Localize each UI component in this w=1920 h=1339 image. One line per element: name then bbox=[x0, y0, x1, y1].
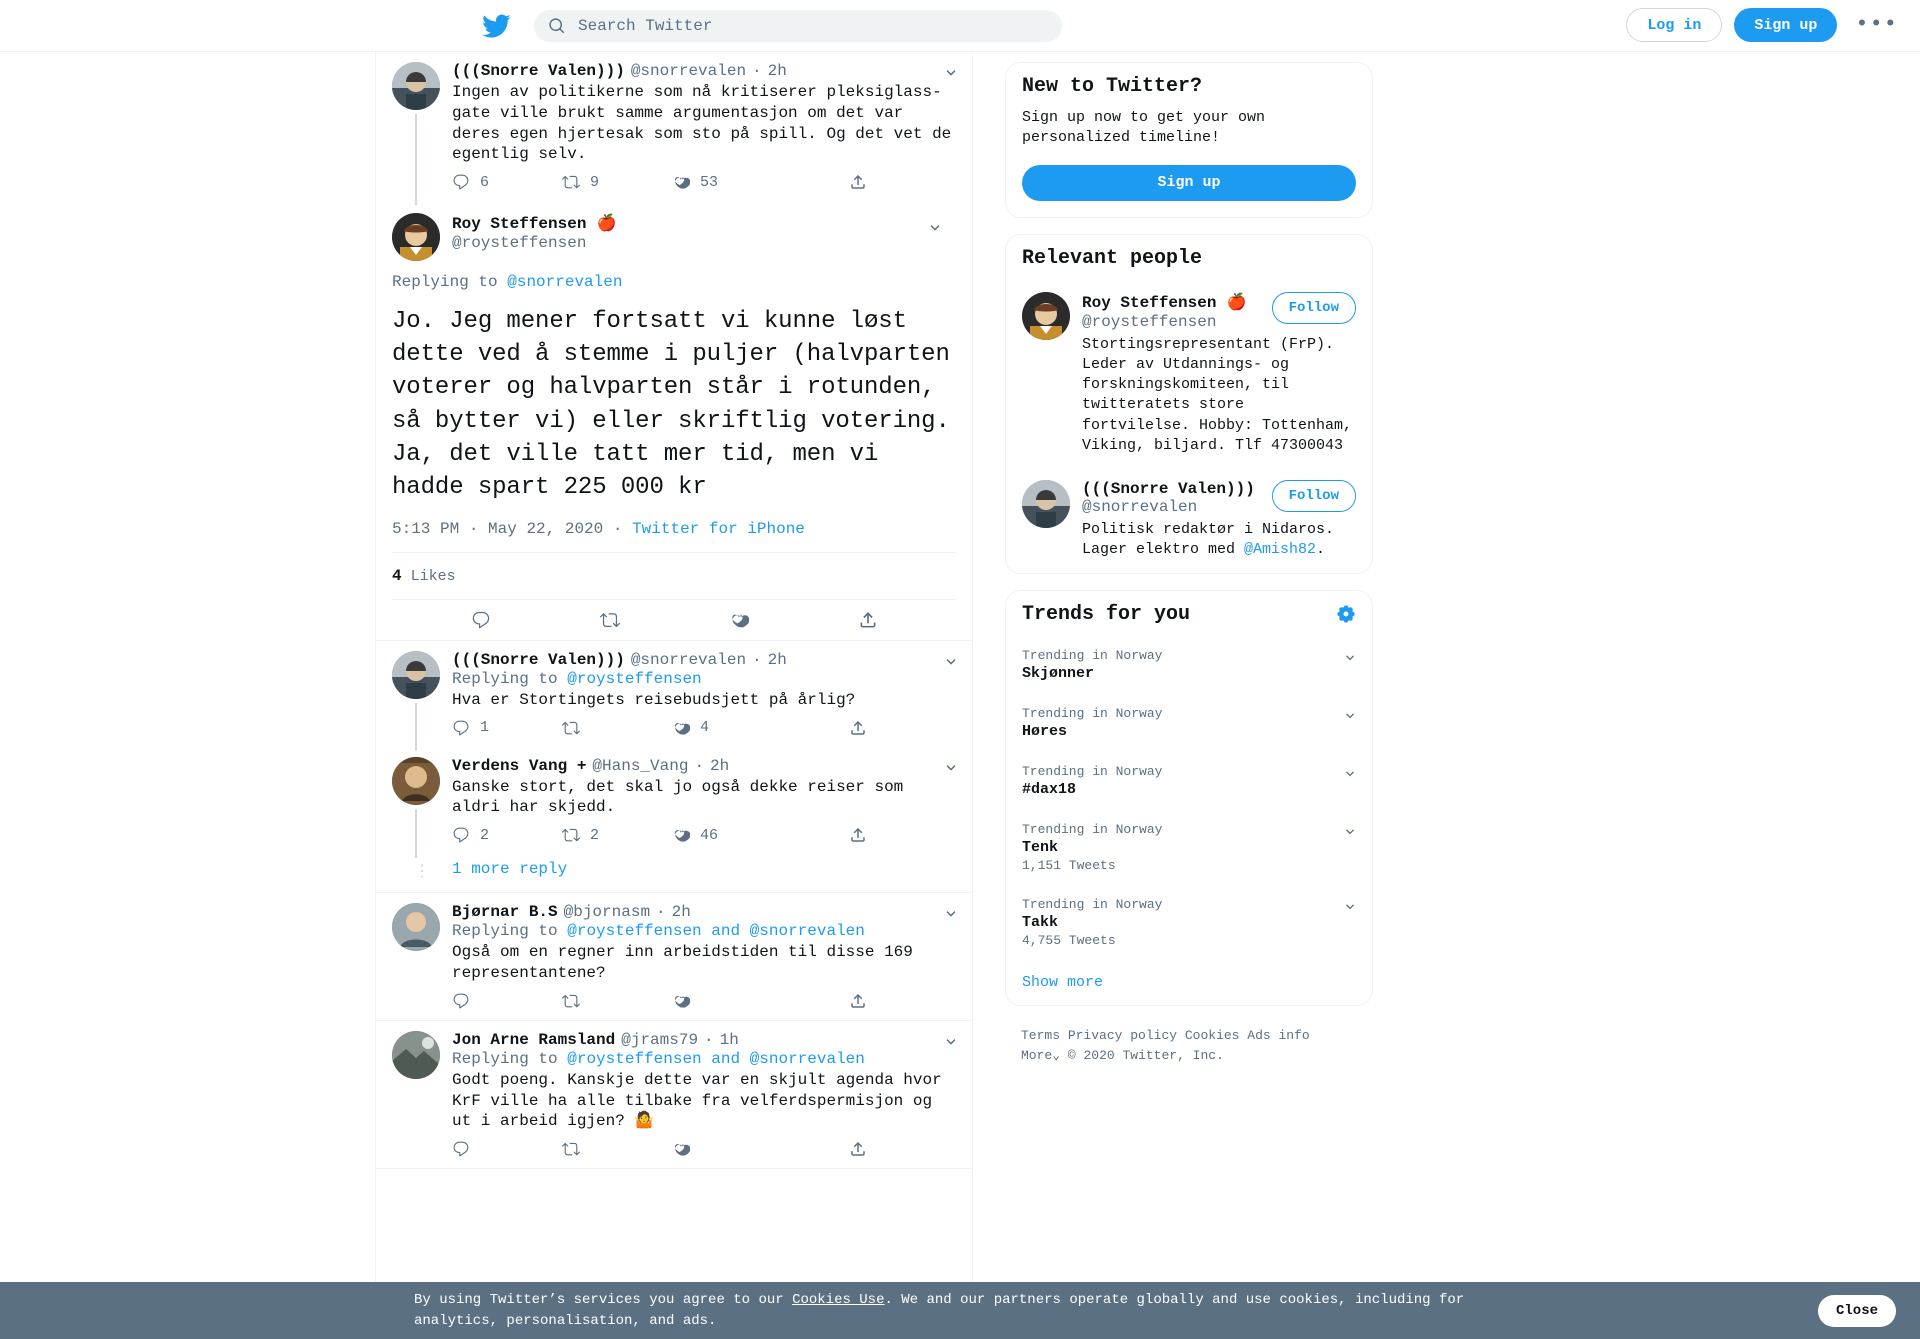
trend-name: #dax18 bbox=[1022, 780, 1077, 798]
search-input[interactable] bbox=[578, 17, 1048, 35]
person-handle: @snorrevalen bbox=[1082, 498, 1198, 516]
heart-icon bbox=[729, 610, 749, 630]
person-name-row bbox=[1082, 292, 1247, 313]
avatar[interactable] bbox=[392, 62, 440, 110]
avatar-container bbox=[392, 62, 452, 197]
tweet-menu-caret-icon[interactable] bbox=[942, 653, 960, 677]
avatar[interactable] bbox=[392, 213, 440, 261]
person-bio-text: Politisk redaktør i Nidaros. Lager elektro med bbox=[1082, 521, 1335, 559]
retweet-action[interactable] bbox=[562, 173, 672, 191]
search-icon bbox=[548, 17, 566, 35]
replying-to-prefix: Replying to bbox=[452, 1049, 558, 1068]
share-action[interactable] bbox=[858, 610, 878, 630]
replying-to-prefix: Replying to bbox=[452, 922, 558, 941]
twitter-bird-icon[interactable] bbox=[478, 8, 514, 44]
trends-header bbox=[1006, 591, 1372, 636]
footer-copyright: © 2020 Twitter, Inc. bbox=[1067, 1048, 1224, 1064]
chevron-down-icon[interactable] bbox=[1342, 708, 1358, 730]
tweet-body bbox=[452, 62, 961, 197]
trend-count: 4,755 Tweets bbox=[1022, 932, 1116, 948]
right-sidebar bbox=[973, 52, 1373, 1339]
share-icon bbox=[849, 992, 867, 1010]
signup-button[interactable]: Sign up bbox=[1734, 8, 1837, 42]
avatar[interactable] bbox=[392, 651, 440, 699]
like-action[interactable] bbox=[672, 826, 782, 844]
author-handle: @Hans_Vang bbox=[592, 756, 689, 775]
tweet-body bbox=[452, 757, 956, 851]
retweet-action[interactable] bbox=[562, 719, 672, 737]
trend-count: 1,151 Tweets bbox=[1022, 857, 1116, 873]
like-action[interactable] bbox=[672, 1140, 782, 1158]
new-to-twitter-title: New to Twitter? bbox=[1022, 75, 1203, 98]
heart-icon bbox=[672, 173, 690, 191]
share-icon bbox=[849, 173, 867, 191]
tweet-menu-caret-icon[interactable] bbox=[942, 759, 960, 783]
separator-dot: · bbox=[656, 903, 666, 922]
like-action[interactable] bbox=[729, 610, 749, 630]
reply-action[interactable] bbox=[452, 992, 562, 1010]
share-icon bbox=[849, 1140, 867, 1158]
feed-bottom-spacer bbox=[376, 1169, 972, 1279]
tweet-source[interactable]: Twitter for iPhone bbox=[632, 519, 805, 538]
author-name-emoji: 🍎 bbox=[596, 215, 617, 234]
reply-tweet[interactable] bbox=[376, 893, 972, 1021]
separator-dot: · bbox=[752, 650, 762, 669]
timestamp[interactable]: 2h bbox=[767, 62, 787, 80]
reply-icon bbox=[452, 719, 470, 737]
trend-name: Høres bbox=[1022, 722, 1068, 740]
person-identity bbox=[1082, 292, 1247, 331]
cookie-close-button[interactable]: Close bbox=[1818, 1295, 1896, 1327]
trend-item[interactable] bbox=[1006, 694, 1372, 752]
chevron-down-icon[interactable] bbox=[1342, 766, 1358, 788]
avatar[interactable] bbox=[1022, 480, 1070, 528]
retweet-count: 9 bbox=[590, 173, 600, 191]
retweet-icon bbox=[562, 173, 580, 191]
reply-action[interactable] bbox=[452, 719, 562, 737]
thread-dots-icon: ⋮ bbox=[414, 863, 430, 882]
tweet-actions bbox=[452, 1140, 877, 1158]
like-count: 46 bbox=[700, 826, 719, 844]
tweet-date: May 22, 2020 bbox=[488, 519, 604, 538]
person-name: (((Snorre Valen))) bbox=[1082, 480, 1255, 498]
meta-sep-1: · bbox=[468, 519, 489, 538]
tweet-text: Hva er Stortingets reisebudsjett på årlig? bbox=[452, 690, 856, 709]
show-more-trends[interactable]: Show more bbox=[1022, 973, 1104, 991]
retweet-action[interactable] bbox=[562, 826, 672, 844]
replying-to-handle[interactable]: @roysteffensen and @snorrevalen bbox=[567, 1049, 865, 1068]
trend-name: Skjønner bbox=[1022, 664, 1095, 682]
footer-more-row bbox=[1021, 1046, 1357, 1067]
replying-to-prefix: Replying to bbox=[392, 273, 498, 292]
focused-author bbox=[440, 213, 617, 261]
person-bio-tail: . bbox=[1316, 541, 1326, 559]
author-handle: @roysteffensen bbox=[452, 234, 587, 253]
tweet-actions bbox=[452, 992, 877, 1010]
focused-tweet-text: Jo. Jeg mener fortsatt vi kunne løst dette ved å stemme i puljer (halvparten voterer og halvparten står i rotunden, så bytter vi) eller skriftlig votering. Ja, det ville tatt mer tid, men vi hadde spart 225 000 kr bbox=[392, 308, 950, 501]
avatar[interactable] bbox=[392, 757, 440, 805]
new-to-twitter-text: Sign up now to get your own personalized timeline! bbox=[1022, 109, 1266, 147]
share-action[interactable] bbox=[849, 1140, 877, 1158]
reply-icon bbox=[471, 610, 491, 630]
avatar-container bbox=[392, 757, 452, 851]
like-count: 53 bbox=[700, 173, 719, 191]
person-body bbox=[1082, 292, 1356, 457]
tweet-author-row bbox=[452, 757, 952, 775]
tweet-menu-caret-icon[interactable] bbox=[942, 905, 960, 929]
replying-to-handle[interactable]: @snorrevalen bbox=[507, 273, 623, 292]
cookie-text-before: By using Twitter’s services you agree to our bbox=[414, 1292, 793, 1309]
heart-icon bbox=[672, 992, 690, 1010]
person-header bbox=[1082, 292, 1356, 331]
relevant-people-title: Relevant people bbox=[1022, 246, 1203, 270]
heart-icon bbox=[672, 1140, 690, 1158]
avatar[interactable] bbox=[392, 903, 440, 951]
separator-dot: · bbox=[704, 1030, 714, 1049]
heart-icon bbox=[672, 719, 690, 737]
replying-to-handle[interactable]: @roysteffensen bbox=[567, 669, 702, 688]
relevant-person[interactable] bbox=[1006, 280, 1372, 469]
author-name: Verdens Vang + bbox=[452, 756, 587, 775]
replying-to-prefix: Replying to bbox=[452, 669, 558, 688]
author-name: Roy Steffensen bbox=[452, 215, 587, 234]
share-action[interactable] bbox=[849, 173, 877, 191]
tweet-body bbox=[452, 1031, 956, 1164]
separator-dot: · bbox=[694, 756, 705, 775]
tweet-author-row bbox=[452, 1031, 952, 1049]
avatar-container bbox=[392, 651, 452, 743]
reply-action[interactable] bbox=[471, 610, 491, 630]
new-to-twitter-card bbox=[1005, 62, 1373, 218]
footer-more-caret-icon[interactable]: ⌄ bbox=[1052, 1048, 1061, 1064]
trend-item[interactable] bbox=[1006, 636, 1372, 694]
search-box[interactable] bbox=[534, 10, 1062, 42]
cookie-consent-banner bbox=[0, 1282, 1920, 1339]
tweet-author-row bbox=[452, 62, 952, 80]
person-bio-mention[interactable]: @Amish82 bbox=[1244, 541, 1317, 559]
trend-context: Trending in Norway bbox=[1022, 705, 1163, 721]
avatar-container bbox=[392, 1031, 452, 1164]
share-icon bbox=[849, 826, 867, 844]
conversation-column bbox=[375, 52, 973, 1339]
replying-to-line bbox=[452, 921, 952, 940]
thread-line bbox=[415, 809, 417, 859]
reply-count: 6 bbox=[480, 173, 490, 191]
likes-count: 4 bbox=[392, 566, 402, 585]
reply-count: 1 bbox=[480, 719, 490, 737]
reply-icon bbox=[452, 173, 470, 191]
like-action[interactable] bbox=[672, 173, 782, 191]
tweet-time: 5:13 PM bbox=[392, 519, 460, 538]
reply-action[interactable] bbox=[452, 173, 562, 191]
relevant-person[interactable] bbox=[1006, 468, 1372, 573]
footer-more-button[interactable]: More bbox=[1021, 1048, 1053, 1064]
focused-tweet-meta bbox=[392, 504, 956, 552]
author-handle: @jrams79 bbox=[621, 1030, 699, 1049]
reply-icon bbox=[452, 826, 470, 844]
top-nav-actions bbox=[1626, 8, 1904, 42]
reply-tweet[interactable] bbox=[376, 747, 972, 855]
chevron-down-icon[interactable] bbox=[1342, 650, 1358, 672]
author-name: Jon Arne Ramsland bbox=[452, 1030, 616, 1049]
login-button[interactable]: Log in bbox=[1626, 8, 1722, 42]
likes-label: Likes bbox=[410, 567, 456, 585]
retweet-count: 2 bbox=[590, 826, 600, 844]
top-navigation-bar bbox=[0, 0, 1920, 52]
person-name: Roy Steffensen bbox=[1082, 293, 1217, 312]
share-action[interactable] bbox=[849, 992, 877, 1010]
tweet-text: Godt poeng. Kanskje dette var en skjult agenda hvor KrF ville ha alle tilbake fra velferdspermisjon og ut i arbeid igjen? 🤷 bbox=[452, 1070, 952, 1131]
person-bio: Stortingsrepresentant (FrP). Leder av Utdannings- og forskningskomiteen, til twitteratets store fortvilelse. Hobby: Tottenham, Viking, biljard. Tlf 47300043 bbox=[1082, 335, 1353, 454]
like-action[interactable] bbox=[672, 719, 782, 737]
avatar-container bbox=[392, 903, 452, 1016]
retweet-action[interactable] bbox=[562, 1140, 672, 1158]
author-handle: @snorrevalen bbox=[630, 650, 747, 669]
more-options-icon[interactable]: ••• bbox=[1855, 12, 1898, 37]
relevant-people-card bbox=[1005, 234, 1373, 574]
cookie-banner-text bbox=[414, 1290, 1514, 1331]
tweet-menu-caret-icon[interactable] bbox=[926, 219, 944, 243]
person-body bbox=[1082, 480, 1356, 561]
tweet-actions bbox=[452, 173, 877, 191]
share-icon bbox=[849, 719, 867, 737]
separator-dot: · bbox=[752, 62, 762, 80]
focused-tweet-actions bbox=[392, 599, 956, 640]
author-handle: @snorrevalen bbox=[630, 62, 747, 80]
like-action[interactable] bbox=[672, 992, 782, 1010]
author-name: (((Snorre Valen))) bbox=[452, 650, 625, 669]
more-replies-row[interactable] bbox=[376, 854, 972, 893]
person-identity bbox=[1082, 480, 1255, 516]
author-name: (((Snorre Valen))) bbox=[452, 62, 625, 80]
tweet-author-row bbox=[452, 651, 952, 669]
more-replies-link[interactable]: 1 more reply bbox=[452, 860, 568, 879]
trend-name: Tenk bbox=[1022, 838, 1059, 856]
replying-to-handle[interactable]: @roysteffensen and @snorrevalen bbox=[567, 922, 865, 941]
focused-tweet bbox=[376, 201, 972, 641]
tweet-body bbox=[452, 651, 956, 743]
trend-context: Trending in Norway bbox=[1022, 821, 1163, 837]
likes-summary[interactable] bbox=[392, 552, 956, 599]
reply-count: 2 bbox=[480, 826, 490, 844]
share-action[interactable] bbox=[849, 826, 877, 844]
replying-to-line bbox=[392, 261, 956, 291]
tweet-actions bbox=[452, 719, 877, 737]
trends-card bbox=[1005, 590, 1373, 1006]
follow-button[interactable]: Follow bbox=[1272, 292, 1356, 324]
gear-icon[interactable] bbox=[1336, 604, 1356, 624]
trend-context: Trending in Norway bbox=[1022, 763, 1163, 779]
person-handle: @roysteffensen bbox=[1082, 312, 1217, 331]
trend-name: Takk bbox=[1022, 913, 1059, 931]
trend-item[interactable] bbox=[1006, 810, 1372, 885]
trend-item[interactable] bbox=[1006, 752, 1372, 810]
meta-sep-2: · bbox=[612, 519, 633, 538]
tweet-text: Også om en regner inn arbeidstiden til disse 169 representantene? bbox=[452, 943, 923, 983]
timestamp[interactable]: 1h bbox=[719, 1030, 739, 1049]
thread-line bbox=[415, 114, 417, 205]
cookie-text-after: . We and our partners operate globally and use cookies, including for analytics, personalisation, and ads. bbox=[414, 1292, 1465, 1329]
sidebar-signup-button[interactable]: Sign up bbox=[1022, 165, 1356, 201]
retweet-icon bbox=[562, 826, 580, 844]
reply-action[interactable] bbox=[452, 826, 562, 844]
footer-link-privacy[interactable]: Privacy policy bbox=[1067, 1027, 1178, 1043]
reply-action[interactable] bbox=[452, 1140, 562, 1158]
tweet-actions bbox=[452, 826, 877, 844]
trend-item[interactable] bbox=[1006, 885, 1372, 960]
new-to-twitter-body bbox=[1006, 108, 1372, 217]
tweet-text: Ganske stort, det skal jo også dekke reiser som aldri har skjedd. bbox=[452, 777, 913, 817]
timestamp[interactable]: 2h bbox=[710, 756, 730, 775]
retweet-icon bbox=[562, 992, 580, 1010]
reply-icon bbox=[452, 1140, 470, 1158]
replying-to-line bbox=[452, 669, 952, 688]
footer-link-terms[interactable]: Terms bbox=[1021, 1027, 1061, 1043]
share-action[interactable] bbox=[849, 719, 877, 737]
sidebar-footer bbox=[1005, 1022, 1373, 1072]
person-header bbox=[1082, 480, 1356, 516]
tweet-menu-caret-icon[interactable] bbox=[942, 1033, 960, 1057]
trend-context: Trending in Norway bbox=[1022, 896, 1163, 912]
avatar[interactable] bbox=[392, 1031, 440, 1079]
focused-tweet-header bbox=[392, 207, 956, 261]
tweet-menu-caret-icon[interactable] bbox=[942, 64, 960, 88]
tweet-body bbox=[452, 903, 956, 1016]
reply-tweet[interactable] bbox=[376, 641, 972, 747]
reply-tweet[interactable] bbox=[376, 1021, 972, 1169]
timestamp[interactable]: 2h bbox=[671, 903, 691, 922]
author-handle: @bjornasm bbox=[563, 903, 651, 922]
replying-to-line bbox=[452, 1049, 952, 1068]
retweet-icon bbox=[562, 1140, 580, 1158]
chevron-down-icon[interactable] bbox=[1342, 824, 1358, 846]
footer-links-row bbox=[1021, 1026, 1357, 1047]
tweet-author-row bbox=[452, 903, 952, 921]
tweet-text: Ingen av politikerne som nå kritiserer pleksiglass-gate ville brukt samme argumentasjon om det var deres egen hjertesak som sto på spill. Og det vet de egentlig selv. bbox=[452, 83, 961, 164]
author-name: Bjørnar B.S bbox=[452, 903, 558, 922]
retweet-icon bbox=[562, 719, 580, 737]
avatar[interactable] bbox=[1022, 292, 1070, 340]
person-bio bbox=[1082, 516, 1356, 561]
timestamp[interactable]: 2h bbox=[767, 650, 787, 669]
retweet-action[interactable] bbox=[562, 992, 672, 1010]
thread-line bbox=[415, 703, 417, 751]
retweet-icon bbox=[600, 610, 620, 630]
heart-icon bbox=[672, 826, 690, 844]
trend-context: Trending in Norway bbox=[1022, 647, 1163, 663]
person-name-emoji: 🍎 bbox=[1226, 293, 1247, 312]
chevron-down-icon[interactable] bbox=[1342, 899, 1358, 921]
parent-tweet[interactable] bbox=[376, 52, 972, 201]
share-icon bbox=[858, 610, 878, 630]
footer-link-ads-info[interactable]: Ads info bbox=[1247, 1027, 1310, 1043]
retweet-action[interactable] bbox=[600, 610, 620, 630]
cookies-use-link[interactable]: Cookies Use bbox=[792, 1292, 885, 1309]
follow-button[interactable]: Follow bbox=[1272, 480, 1356, 512]
like-count: 4 bbox=[700, 719, 710, 737]
footer-link-cookies[interactable]: Cookies bbox=[1184, 1027, 1240, 1043]
reply-icon bbox=[452, 992, 470, 1010]
trends-title: Trends for you bbox=[1022, 602, 1191, 626]
focused-author-name-row bbox=[452, 213, 617, 234]
